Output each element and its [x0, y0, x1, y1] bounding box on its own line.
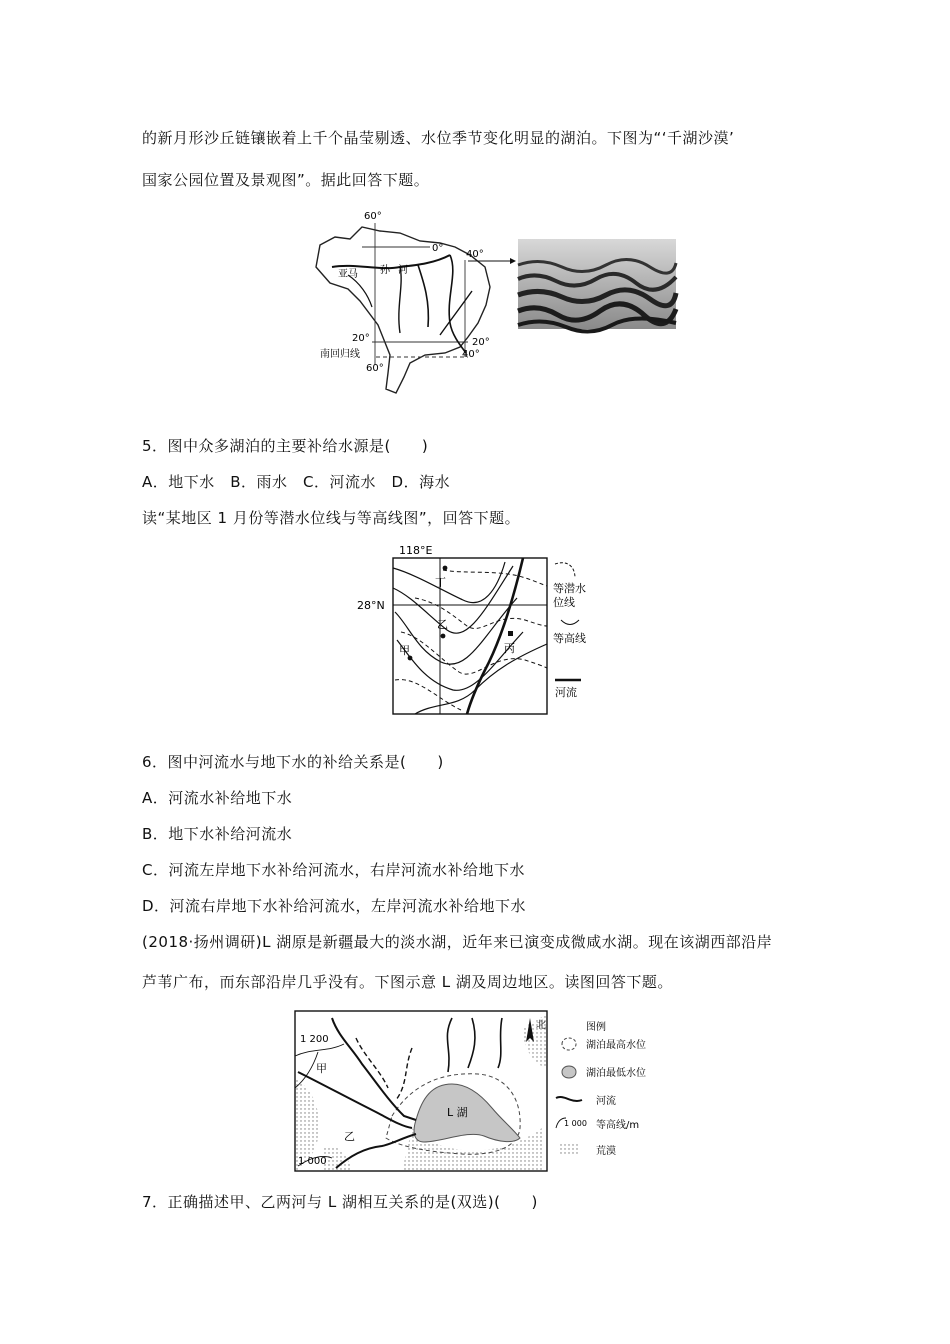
- tributary-2: [399, 267, 401, 333]
- q6-option-d: D．河流右岸地下水补给河流水，左岸河流水补给地下水: [142, 897, 527, 915]
- label-river-2: 孙: [380, 265, 390, 276]
- legend-high: 湖泊最高水位: [586, 1040, 646, 1051]
- legend-title: 图例: [586, 1022, 606, 1033]
- map-frame: [393, 558, 547, 714]
- south-america-map: [300, 205, 690, 400]
- l-lake-map-figure: [292, 1008, 662, 1182]
- q5-options: A．地下水 B．雨水 C．河流水 D．海水: [142, 473, 451, 491]
- label-1200: 1 200: [300, 1034, 329, 1045]
- label-lon: 118°E: [399, 544, 433, 557]
- amazon-river: [332, 255, 450, 268]
- q7-stem: 7．正确描述甲、乙两河与 L 湖相互关系的是(双选)( ): [142, 1193, 538, 1211]
- q6-option-c: C．河流左岸地下水补给河流水，右岸河流水补给地下水: [142, 861, 525, 879]
- dune-photo: [518, 239, 676, 332]
- label-bing: 丙: [504, 642, 515, 655]
- label-river-jia: 甲: [316, 1062, 327, 1075]
- label-1000: 1 000: [298, 1156, 327, 1167]
- legend-desert: 荒漠: [596, 1146, 616, 1157]
- contour-map: [355, 540, 605, 722]
- river-jia: [332, 1018, 416, 1120]
- legend-river: 河流: [555, 686, 577, 699]
- legend-contour: 等高线/m: [596, 1120, 640, 1131]
- legend-river: 河流: [596, 1096, 616, 1107]
- q5-stem: 5．图中众多湖泊的主要补给水源是( ): [142, 437, 429, 455]
- label-river-1: 亚马: [338, 269, 358, 280]
- point-ding: [443, 566, 448, 571]
- south-america-map-figure: [300, 205, 690, 404]
- label-20-right: 20°: [472, 337, 490, 348]
- label-north: 北: [536, 1020, 546, 1031]
- label-yi: 乙: [437, 618, 448, 631]
- label-tropic: 南回归线: [320, 349, 360, 360]
- legend-contour-val: 1 000: [564, 1119, 587, 1128]
- label-40-bottom: 40°: [462, 349, 480, 360]
- legend-contour: 等高线: [553, 632, 586, 645]
- read-instruction-2: 读“某地区 1 月份等潜水位线与等高线图”，回答下题。: [142, 509, 521, 527]
- coastline: [316, 227, 490, 393]
- passage3-line-1: (2018·扬州调研)L 湖原是新疆最大的淡水湖，近年来已演变成微咸水湖。现在该湖西部沿岸: [142, 933, 773, 951]
- label-60-top: 60°: [364, 211, 382, 222]
- label-lat: 28°N: [357, 599, 385, 612]
- label-0: 0°: [432, 243, 444, 254]
- label-20-left: 20°: [352, 333, 370, 344]
- river: [467, 558, 523, 714]
- legend-water-1: 等潜水: [553, 582, 586, 595]
- label-ding: 丁: [435, 576, 446, 589]
- legend-low: 湖泊最低水位: [586, 1068, 646, 1079]
- q6-option-a: A．河流水补给地下水: [142, 789, 293, 807]
- intro-line-1: 的新月形沙丘链镶嵌着上千个晶莹剔透、水位季节变化明显的湖泊。下图为“‘千湖沙漠’: [142, 129, 735, 147]
- label-40-top: 40°: [466, 249, 484, 260]
- label-jia: 甲: [399, 644, 410, 657]
- point-bing: [508, 631, 513, 636]
- intro-line-2: 国家公园位置及景观图”。据此回答下题。: [142, 171, 430, 189]
- contour-map-figure: [355, 540, 605, 726]
- l-lake-map: [292, 1008, 662, 1178]
- passage3-line-2: 芦苇广布，而东部沿岸几乎没有。下图示意 L 湖及周边地区。读图回答下题。: [142, 973, 673, 991]
- arrow-head: [510, 258, 516, 264]
- tributary-3: [449, 255, 466, 353]
- label-lake: L 湖: [447, 1106, 468, 1119]
- q6-stem: 6．图中河流水与地下水的补给关系是( ): [142, 753, 444, 771]
- sao-francisco-river: [440, 291, 472, 335]
- legend-water-2: 位线: [553, 596, 575, 609]
- point-yi: [441, 634, 446, 639]
- tributary-1: [418, 265, 428, 327]
- label-river-yi: 乙: [344, 1130, 355, 1143]
- label-river-3: 河: [398, 265, 408, 276]
- label-60-bottom: 60°: [366, 363, 384, 374]
- q6-option-b: B．地下水补给河流水: [142, 825, 293, 843]
